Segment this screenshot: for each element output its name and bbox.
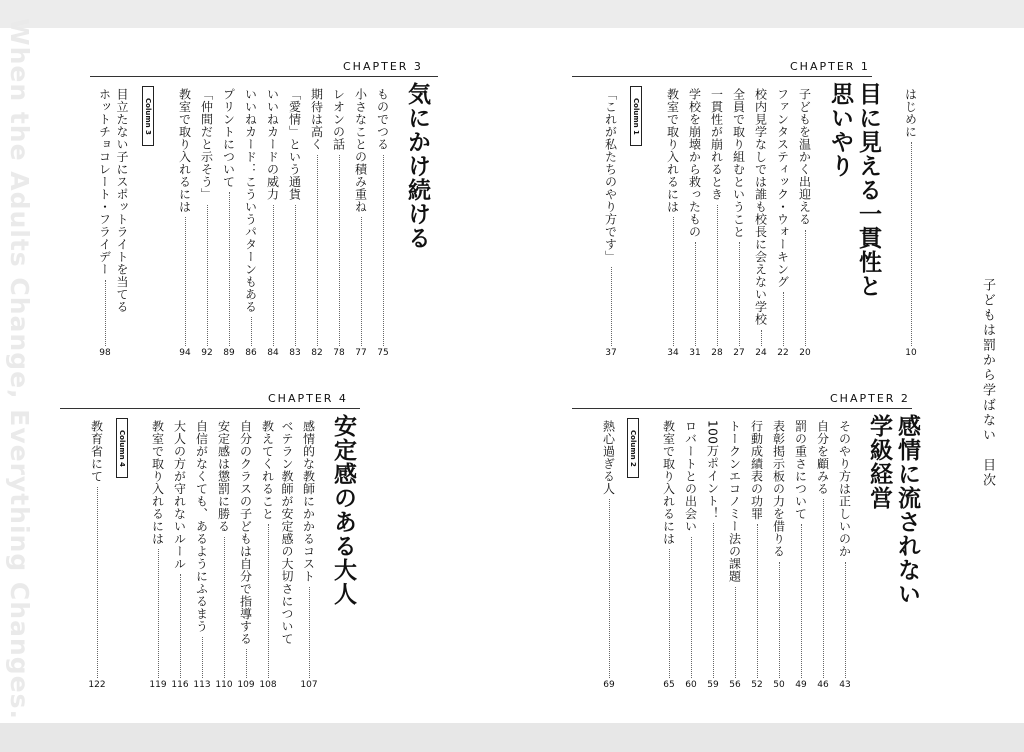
toc-entry[interactable] [814,420,832,682]
page-number: 122 [88,680,106,690]
toc-entry[interactable] [770,420,788,682]
leader-dots [757,524,758,678]
toc-entry[interactable] [308,88,326,350]
entry-text: 教室で取り入れるには [661,420,676,545]
entry-text: 教室で取り入れるには [665,88,680,213]
page-number: 43 [839,680,851,690]
leader-dots [317,155,318,347]
leader-dots [97,487,98,679]
leader-dots [224,537,225,679]
toc-entry[interactable] [286,88,304,350]
chapter-1-rule [572,76,872,77]
toc-entry[interactable] [752,88,770,350]
chapter-2-label: CHAPTER 2 [830,392,910,405]
entry-text: トークンエコノミー法の課題 [727,420,742,583]
entry-text: 一貫性が崩れるとき [709,88,724,201]
chapter-3-heading: 気にかけ続ける [404,82,430,250]
chapter-1-heading-line2: 思いやり [827,82,853,178]
entry-text: 「仲間だと示そう」 [199,88,214,201]
page-number: 60 [685,680,697,690]
leader-dots [185,217,186,346]
entry-text: 「愛情」という通貨 [287,88,302,201]
leader-dots [801,524,802,678]
toc-entry[interactable] [242,88,260,350]
chapter-1-heading-line1: 目に見える一貫性と [855,82,881,298]
entry-text: ロバートとの出会い [683,420,698,533]
entry-text: 熱心過ぎる人 [601,420,616,495]
leader-dots [669,549,670,678]
toc-entry[interactable] [176,88,194,350]
leader-dots [713,523,714,678]
entry-text: プリントについて [221,88,236,188]
leader-dots [609,499,610,678]
column-badge: Column 4 [116,418,128,478]
toc-entry[interactable] [792,420,810,682]
entry-text: 100万ポイント！ [705,420,720,520]
toc-entry[interactable] [193,420,211,682]
column-badge: Column 1 [630,86,642,146]
leader-dots [268,524,269,678]
toc-entry[interactable] [726,420,744,682]
entry-text: 「これが私たちのやり方です」 [603,88,618,263]
toc-entry[interactable] [748,420,766,682]
watermark-text: When the Adults Change, Everything Changes. [5,18,34,720]
page-number: 119 [149,680,167,690]
entry-text: そのやり方は正しいのか [837,420,852,558]
toc-entry[interactable] [149,420,167,682]
leader-dots [717,205,718,347]
toc-entry[interactable] [660,420,678,682]
page-number: 84 [267,348,279,358]
page-number: 52 [751,680,763,690]
leader-dots [180,574,181,678]
leader-dots [823,499,824,678]
entry-text: 子どもを温かく出迎える [797,88,812,226]
page-number: 56 [729,680,741,690]
toc-entry[interactable] [171,420,189,682]
chapter-4-rule [60,408,360,409]
toc-entry[interactable] [264,88,282,350]
leader-dots [105,280,106,347]
page-number: 108 [259,680,277,690]
page-number: 94 [179,348,191,358]
page-number: 109 [237,680,255,690]
entry-text: 教育省にて [89,420,104,483]
toc-entry[interactable] [796,88,814,350]
page-number: 75 [377,348,389,358]
leader-dots [735,587,736,679]
page-number: 116 [171,680,189,690]
toc-entry[interactable] [88,420,106,682]
entry-text: いいねカード：こういうパターンもある [243,88,258,313]
page-number: 22 [777,348,789,358]
leader-dots [202,637,203,679]
leader-dots [761,330,762,347]
entry-text: 教室で取り入れるには [177,88,192,213]
page-number: 113 [193,680,211,690]
toc-entry[interactable] [704,420,722,682]
toc-entry[interactable] [602,88,620,350]
toc-entry[interactable] [902,88,920,350]
entry-text: 自分を顧みる [815,420,830,495]
chapter-4-heading: 安定感のある大人 [330,414,356,606]
page-number: 59 [707,680,719,690]
page-number: 107 [300,680,318,690]
toc-entry[interactable] [774,88,792,350]
entry-text: ホットチョコレート・フライデー [97,88,112,276]
page-number: 98 [99,348,111,358]
leader-dots [207,205,208,347]
page-number: 110 [215,680,233,690]
entry-text: 小さなことの積み重ね [353,88,368,213]
page-number: 27 [733,348,745,358]
book-title: 子どもは罰から学ばない 目次 [980,278,995,488]
toc-entry[interactable] [374,88,392,350]
leader-dots [673,217,674,346]
leader-dots [691,537,692,679]
bottom-margin [0,723,1024,752]
page-number: 77 [355,348,367,358]
leader-dots [911,142,912,346]
page-number: 65 [663,680,675,690]
entry-text: ファンタスティック・ウォーキング [775,88,790,288]
chapter-4-label: CHAPTER 4 [268,392,348,405]
page-number: 86 [245,348,257,358]
toc-entry[interactable] [300,420,318,682]
entry-text: 教えてくれること [260,420,275,520]
leader-dots [295,205,296,347]
entry-text: 自信がなくても、あるようにふるまう [194,420,209,633]
page-number: 89 [223,348,235,358]
entry-text: 行動成績表の功罪 [749,420,764,520]
entry-text: 期待は高く [309,88,324,151]
entry-text: 安定感は懲罰に勝る [216,420,231,533]
page-number: 37 [605,348,617,358]
toc-entry[interactable] [259,420,277,682]
page-number: 46 [817,680,829,690]
chapter-2-heading-line2: 学級経営 [866,414,892,510]
chapter-3-label: CHAPTER 3 [343,60,423,73]
page-number: 20 [799,348,811,358]
entry-text: 学校を崩壊から救ったもの [687,88,702,238]
toc-entry[interactable] [215,420,233,682]
page-number: 92 [201,348,213,358]
entry-text: 教室で取り入れるには [150,420,165,545]
toc-entry[interactable] [708,88,726,350]
leader-dots [251,317,252,346]
entry-text: レオンの話 [331,88,346,151]
chapter-2-rule [572,408,912,409]
chapter-2-heading-line1: 感情に流されない [894,414,920,606]
page-number: 31 [689,348,701,358]
page-number: 10 [905,348,917,358]
page-number: 78 [333,348,345,358]
column-badge: Column 3 [142,86,154,146]
leader-dots [309,587,310,679]
toc-entry[interactable] [220,88,238,350]
leader-dots [229,192,230,346]
leader-dots [845,562,846,679]
leader-dots [739,242,740,346]
page-number: 24 [755,348,767,358]
leader-dots [339,155,340,347]
toc-entry[interactable] [352,88,370,350]
chapter-1-label: CHAPTER 1 [790,60,870,73]
toc-entry[interactable] [664,88,682,350]
toc-entry[interactable] [237,420,255,682]
column-badge: Column 2 [627,418,639,478]
page-number: 49 [795,680,807,690]
entry-text: 感情的な教師にかかるコスト [301,420,316,583]
leader-dots [783,292,784,346]
leader-dots [158,549,159,678]
toc-entry[interactable] [600,420,618,682]
entry-text: 自分のクラスの子どもは自分で指導する [238,420,253,645]
entry-text: 全員で取り組むということ [731,88,746,238]
leader-dots [695,242,696,346]
entry-text: はじめに [903,88,918,138]
entry-text: 罰の重さについて [793,420,808,520]
toc-entry[interactable] [330,88,348,350]
entry-text: いいねカードの威力 [265,88,280,201]
leader-dots [383,155,384,347]
page-number: 34 [667,348,679,358]
page-number: 69 [603,680,615,690]
page-number: 50 [773,680,785,690]
toc-entry[interactable] [198,88,216,350]
toc-entry[interactable] [686,88,704,350]
leader-dots [273,205,274,347]
leader-dots [805,230,806,347]
leader-dots [361,217,362,346]
page-number: 82 [311,348,323,358]
leader-dots [246,649,247,678]
entry-text: ものでつる [375,88,390,151]
toc-entry[interactable] [836,420,854,682]
toc-entry[interactable] [682,420,700,682]
entry-text: 目立たない子にスポットライトを当てる [115,88,129,313]
entry-text: ベテラン教師が安定感の大切さについて [280,420,294,645]
leader-dots [611,267,612,346]
toc-entry[interactable] [730,88,748,350]
toc-entry[interactable] [96,88,114,350]
entry-text: 大人の方が守れないルール [172,420,187,570]
leader-dots [779,562,780,679]
page-number: 28 [711,348,723,358]
entry-text: 表彰掲示板の力を借りる [771,420,786,558]
chapter-3-rule [90,76,438,77]
entry-text: 校内見学なしでは誰も校長に会えない学校 [753,88,768,326]
page-number: 83 [289,348,301,358]
